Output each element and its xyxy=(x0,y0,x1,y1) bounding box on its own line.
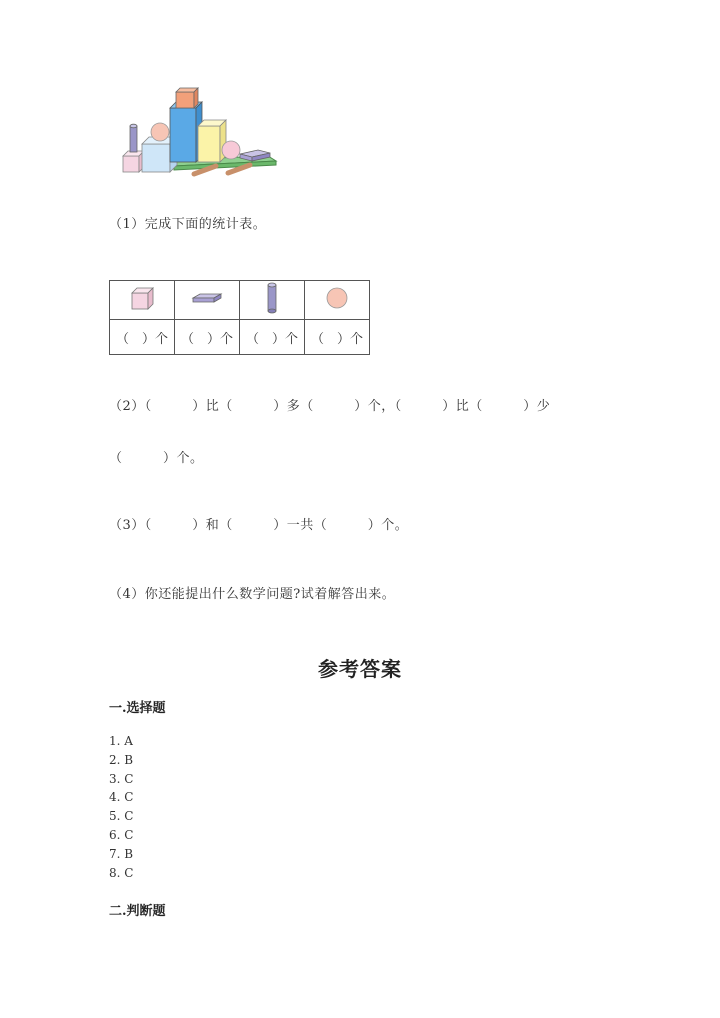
question-1: （1）完成下面的统计表。 xyxy=(109,217,267,232)
cylinder-cell xyxy=(240,281,305,320)
sphere-count-blank: （ ）个 xyxy=(305,320,370,355)
answer-item: 4. C xyxy=(109,790,134,805)
answer-item: 7. B xyxy=(109,846,134,861)
section-judgment: 二.判断题 xyxy=(109,904,166,919)
answer-item: 5. C xyxy=(109,809,134,824)
cuboid-count-blank: （ ）个 xyxy=(175,320,240,355)
question-2-line-1: （2）（ ）比（ ）多（ ）个，（ ）比（ ）少 xyxy=(109,399,551,414)
cylinder-icon xyxy=(265,282,279,314)
section-choice: 一.选择题 xyxy=(109,701,166,716)
answers-title: 参考答案 xyxy=(318,657,402,681)
cube-cell xyxy=(110,281,175,320)
cuboid-cell xyxy=(175,281,240,320)
cube-count-blank: （ ）个 xyxy=(110,320,175,355)
answer-item: 2. B xyxy=(109,752,134,767)
answer-list xyxy=(109,732,133,882)
solids-illustration xyxy=(118,84,283,179)
sphere-icon xyxy=(325,286,349,310)
question-3: （3）（ ）和（ ）一共（ ）个。 xyxy=(109,518,409,533)
cylinder-count-blank: （ ）个 xyxy=(240,320,305,355)
statistics-table xyxy=(109,280,370,355)
answer-item: 8. C xyxy=(109,865,134,880)
question-4: （4）你还能提出什么数学问题?试着解答出来。 xyxy=(109,587,396,602)
sphere-cell xyxy=(305,281,370,320)
question-2-line-2: （ ）个。 xyxy=(109,451,204,466)
answer-item: 1. A xyxy=(109,734,133,748)
answer-item: 6. C xyxy=(109,827,134,842)
answer-item: 3. C xyxy=(109,771,134,786)
cube-icon xyxy=(128,284,156,312)
cuboid-icon xyxy=(190,290,224,306)
